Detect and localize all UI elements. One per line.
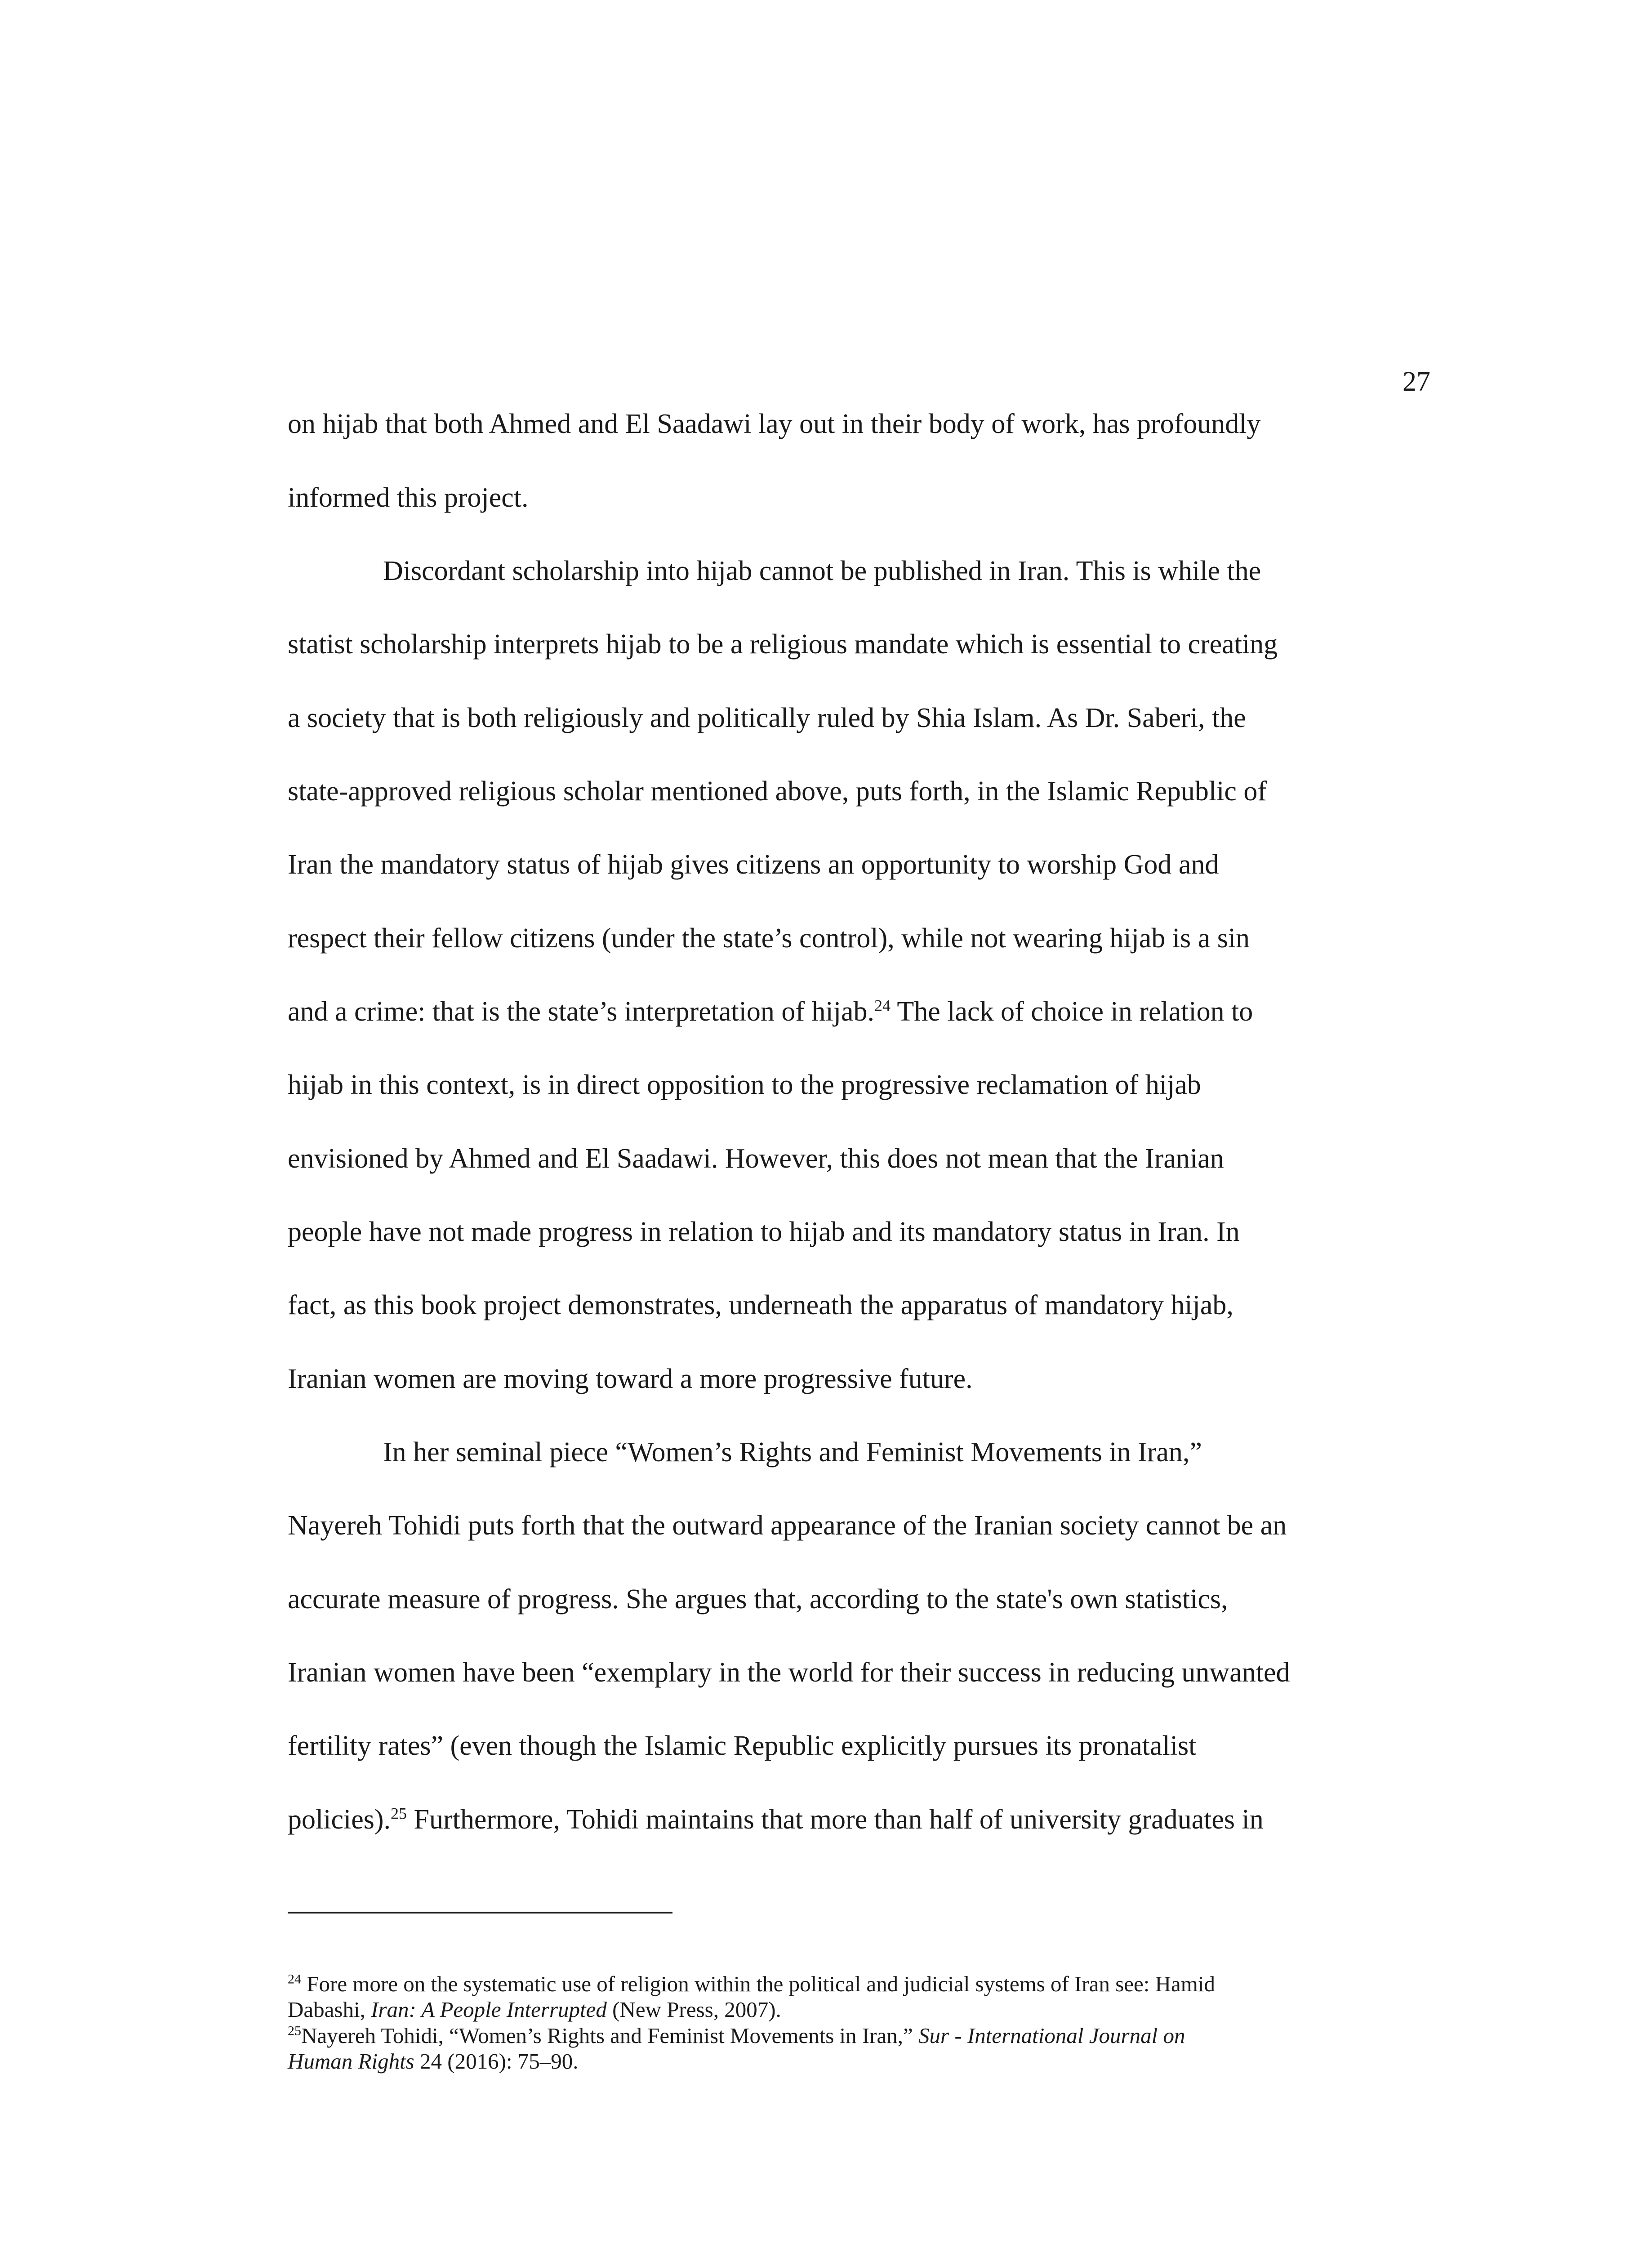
text-line: Iran the mandatory status of hijab gives citizens an opportunity to worship God and bbox=[288, 849, 1219, 880]
text-line: fact, as this book project demonstrates, underneath the apparatus of mandatory hijab, bbox=[288, 1290, 1233, 1320]
text-line: Discordant scholarship into hijab cannot be published in Iran. This is while the bbox=[383, 556, 1261, 586]
book-title: Iran: A People Interrupted bbox=[371, 1997, 607, 2022]
footnote-marker-25: 25 bbox=[288, 2023, 301, 2038]
text-line: Iranian women are moving toward a more progressive future. bbox=[288, 1364, 973, 1394]
text-line: envisioned by Ahmed and El Saadawi. However, this does not mean that the Iranian bbox=[288, 1143, 1224, 1174]
footnote-separator bbox=[288, 1912, 672, 1913]
text-line: Nayereh Tohidi puts forth that the outward appearance of the Iranian society cannot be an bbox=[288, 1510, 1287, 1541]
text-segment: The lack of choice in relation to bbox=[891, 996, 1253, 1027]
footnote-text: 24 (2016): 75–90. bbox=[414, 2049, 579, 2074]
text-line: accurate measure of progress. She argues that, according to the state's own statistics, bbox=[288, 1584, 1228, 1615]
text-line: hijab in this context, is in direct opposition to the progressive reclamation of hijab bbox=[288, 1070, 1201, 1100]
text-line: a society that is both religiously and politically ruled by Shia Islam. As Dr. Saberi, the bbox=[288, 703, 1246, 733]
footnote-text: (New Press, 2007). bbox=[606, 1997, 781, 2022]
text-segment: policies). bbox=[288, 1804, 391, 1835]
footnote-marker-24: 24 bbox=[288, 1971, 301, 1987]
text-segment: Furthermore, Tohidi maintains that more than half of university graduates in bbox=[407, 1804, 1264, 1835]
text-segment: and a crime: that is the state’s interpretation of hijab. bbox=[288, 996, 875, 1027]
text-line: Iranian women have been “exemplary in the world for their success in reducing unwanted bbox=[288, 1657, 1290, 1688]
text-line: fertility rates” (even though the Islamic Republic explicitly pursues its pronatalist bbox=[288, 1731, 1197, 1761]
text-line bbox=[288, 998, 1253, 1026]
text-line: statist scholarship interprets hijab to be a religious mandate which is essential to creating bbox=[288, 629, 1278, 660]
footnote-ref-25[interactable]: 25 bbox=[391, 1804, 407, 1823]
footnote-text: Nayereh Tohidi, “Women’s Rights and Feminist Movements in Iran,” bbox=[301, 2023, 919, 2048]
footnote-ref-24[interactable]: 24 bbox=[874, 996, 891, 1015]
footnote-24-line bbox=[288, 1998, 781, 2021]
journal-title: Human Rights bbox=[288, 2049, 414, 2074]
text-line: In her seminal piece “Women’s Rights and Feminist Movements in Iran,” bbox=[383, 1437, 1202, 1467]
text-line: respect their fellow citizens (under the state’s control), while not wearing hijab is a sin bbox=[288, 923, 1250, 954]
footnote-text: Fore more on the systematic use of religion within the political and judicial systems of Iran see: Hamid bbox=[301, 1971, 1216, 1996]
footnote-24-line bbox=[288, 1973, 1215, 1995]
footnote-text: Dabashi, bbox=[288, 1997, 371, 2022]
page-number: 27 bbox=[1403, 366, 1430, 397]
journal-title: Sur - International Journal on bbox=[918, 2023, 1185, 2048]
text-line: on hijab that both Ahmed and El Saadawi lay out in their body of work, has profoundly bbox=[288, 409, 1261, 439]
text-line: informed this project. bbox=[288, 482, 529, 513]
footnote-25-line bbox=[288, 2025, 1185, 2047]
footnote-25-line bbox=[288, 2050, 579, 2072]
text-line bbox=[288, 1806, 1264, 1833]
text-line: people have not made progress in relation to hijab and its mandatory status in Iran. In bbox=[288, 1217, 1240, 1247]
text-line: state-approved religious scholar mentioned above, puts forth, in the Islamic Republic of bbox=[288, 776, 1267, 807]
